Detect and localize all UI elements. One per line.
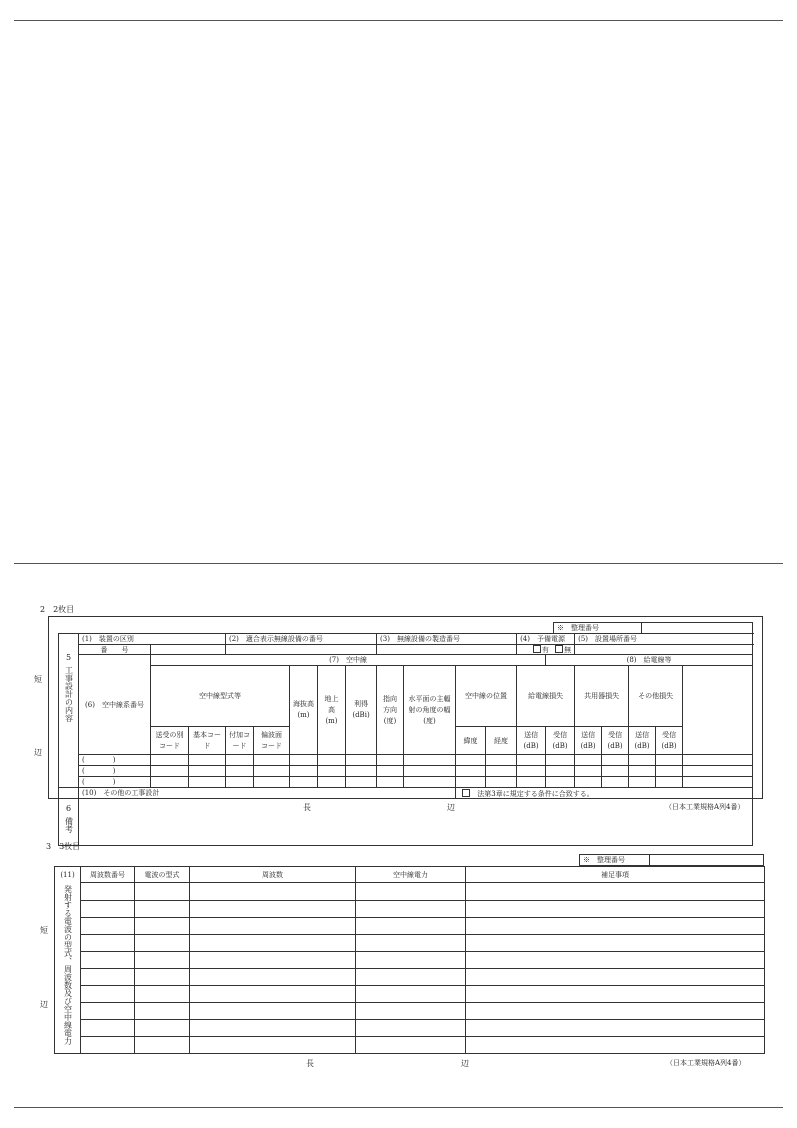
table-row bbox=[55, 1020, 765, 1037]
c8-other-tx: 送信(dB) bbox=[629, 727, 656, 755]
table-row bbox=[55, 918, 765, 935]
c3-value[interactable] bbox=[377, 645, 517, 655]
sheet2-main-table bbox=[58, 633, 753, 846]
c7-type-label: 空中線型式等 bbox=[151, 666, 290, 727]
c8-feed-rx: 受信(dB) bbox=[546, 727, 575, 755]
c7-sub4-label: 偏波面コード bbox=[254, 727, 290, 755]
sheet2-long-side-right: 辺 bbox=[447, 803, 455, 812]
sec5-label: 工事設計の内容 bbox=[64, 666, 74, 722]
sheet3-short-side-top: 短 bbox=[40, 926, 48, 935]
c6-label: (6) 空中線系番号 bbox=[79, 655, 151, 755]
h5-label: 補足事項 bbox=[466, 867, 765, 883]
c7-beam-label: 水平面の主輻射の角度の幅(度) bbox=[404, 666, 456, 755]
c8-label: (8) 給電線等 bbox=[546, 655, 753, 666]
c11-num: (11) bbox=[60, 871, 75, 879]
sheet3-jis-note: （日本工業規格A列4番） bbox=[666, 1059, 746, 1067]
sheet2-jis-note: （日本工業規格A列4番） bbox=[665, 803, 745, 811]
sheet3-long-side-left: 長 bbox=[306, 1059, 314, 1068]
c5-label: (5) 設置場所番号 bbox=[575, 634, 753, 645]
c4-label: (4) 予備電源 bbox=[517, 634, 575, 645]
sec6-label: 備考 bbox=[64, 817, 74, 833]
c8-share-label: 共用器損失 bbox=[575, 666, 629, 727]
h4-label: 空中線電力 bbox=[356, 867, 466, 883]
c8-feed-label: 給電線損失 bbox=[517, 666, 575, 727]
bottom-rule bbox=[14, 1107, 783, 1108]
sheet3-main-table bbox=[54, 866, 765, 1054]
sec6-num: 6 bbox=[65, 804, 72, 813]
c7-sub1-label: 送受の別コード bbox=[151, 727, 189, 755]
c8-other-label: その他損失 bbox=[629, 666, 683, 727]
sheet2-long-side-left: 長 bbox=[303, 803, 311, 812]
c7-ground-label: 地上高(m) bbox=[318, 666, 346, 755]
law-checkbox[interactable] bbox=[462, 789, 470, 797]
c7-lon-label: 経度 bbox=[486, 727, 517, 755]
c5-value[interactable] bbox=[575, 645, 753, 655]
sheet3-heading: 3 3枚目 bbox=[46, 842, 81, 851]
c1b-label: 番 号 bbox=[79, 645, 151, 655]
table-row bbox=[55, 1003, 765, 1020]
c7-sub3-label: 付加コード bbox=[226, 727, 254, 755]
middle-rule bbox=[14, 563, 783, 564]
c4-no-label: 無 bbox=[564, 646, 572, 654]
sheet3-long-side-right: 辺 bbox=[461, 1059, 469, 1068]
sheet2-seiri-label: ※ 整理番号 bbox=[554, 623, 642, 634]
c4-no-checkbox[interactable] bbox=[555, 645, 563, 653]
c4-yes-label: 有 bbox=[541, 646, 549, 654]
table-row bbox=[59, 777, 753, 788]
c7-gain-label: 利得(dBi) bbox=[346, 666, 377, 755]
c7-pos-label: 空中線の位置 bbox=[456, 666, 517, 727]
c8-feed-tx: 送信(dB) bbox=[517, 727, 546, 755]
c8-share-tx: 送信(dB) bbox=[575, 727, 602, 755]
c7-sub2-label: 基本コード bbox=[189, 727, 226, 755]
h3-label: 周波数 bbox=[190, 867, 356, 883]
sheet2-heading: 2 2枚目 bbox=[40, 605, 75, 614]
c11-label: 発射する電波の型式、周波数及び空中線電力 bbox=[63, 885, 73, 1045]
sheet3-short-side-bottom: 辺 bbox=[40, 1000, 48, 1009]
c8-other-rx: 受信(dB) bbox=[656, 727, 683, 755]
c4-value[interactable] bbox=[517, 645, 575, 655]
sheet2-short-side-top: 短 bbox=[34, 675, 42, 684]
law-check-cell bbox=[456, 788, 753, 799]
c7-label: (7) 空中線 bbox=[151, 655, 546, 666]
c8-share-rx: 受信(dB) bbox=[602, 727, 629, 755]
h1-label: 周波数番号 bbox=[81, 867, 135, 883]
row2-paren[interactable]: ( ) bbox=[79, 766, 151, 777]
table-row bbox=[55, 969, 765, 986]
c4-yes-checkbox[interactable] bbox=[533, 645, 541, 653]
table-row bbox=[55, 986, 765, 1003]
sheet3-seiri-value[interactable] bbox=[650, 855, 764, 866]
c10-label: (10) その他の工事設計 bbox=[79, 788, 456, 799]
table-row bbox=[59, 755, 753, 766]
row3-paren[interactable]: ( ) bbox=[79, 777, 151, 788]
sheet2-seiri-value[interactable] bbox=[642, 623, 753, 634]
sheet3-seiri-table bbox=[579, 854, 764, 866]
c1-label: (1) 装置の区別 bbox=[79, 634, 226, 645]
table-row bbox=[55, 901, 765, 918]
h2-label: 電波の型式 bbox=[135, 867, 190, 883]
c3-label: (3) 無線設備の製造番号 bbox=[377, 634, 517, 645]
sheet3-seiri-label: ※ 整理番号 bbox=[580, 855, 650, 866]
c7-dir-label: 指向方向(度) bbox=[377, 666, 404, 755]
table-row bbox=[55, 1037, 765, 1054]
remarks-field[interactable] bbox=[79, 799, 753, 846]
c1-value[interactable] bbox=[151, 645, 226, 655]
c7-lat-label: 緯度 bbox=[456, 727, 486, 755]
law-label: 法第3章に規定する条件に合致する。 bbox=[477, 789, 594, 798]
table-row bbox=[55, 952, 765, 969]
c2-value[interactable] bbox=[226, 645, 377, 655]
c7-alt-label: 海抜高(m) bbox=[290, 666, 318, 755]
sheet2-short-side-bottom: 辺 bbox=[34, 748, 42, 757]
c2-label: (2) 適合表示無線設備の番号 bbox=[226, 634, 377, 645]
c11-label-cell bbox=[55, 867, 81, 1054]
row1-paren[interactable]: ( ) bbox=[79, 755, 151, 766]
table-row bbox=[59, 766, 753, 777]
table-row bbox=[55, 883, 765, 901]
table-row bbox=[55, 935, 765, 952]
sec6-label-cell bbox=[59, 799, 79, 846]
top-rule bbox=[14, 20, 783, 21]
sec5-num: 5 bbox=[65, 653, 72, 662]
sec5-label-cell bbox=[59, 634, 79, 788]
